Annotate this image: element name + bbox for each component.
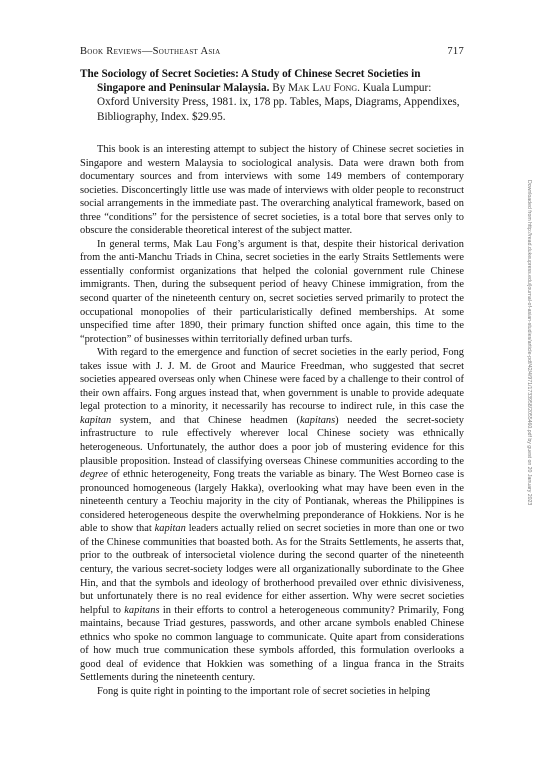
- italic-term: kapitans: [299, 414, 336, 426]
- text-run: With regard to the emergence and function of secret societies in the early period, Fong takes issue with J. J. M. de Groot and Maurice Freedman, who suggested that secret societies appeared overseas only when Chinese were faced by a challenge to their control of their own affairs. Fong argues instead that, when government is unable to provide adequate legal protection to a minority, it necessarily has recourse to indirect rule, in this case the: [80, 347, 464, 413]
- paragraph-4: Fong is quite right in pointing to the important role of secret societies in helping: [97, 685, 431, 697]
- review-body: [80, 143, 464, 698]
- download-watermark: Downloaded from http://read.dukeupress.edu/journal-of-asian-studies/article-pdf/42/4/971/1733958/2055460.pdf by guest on 20 January 2023: [526, 180, 532, 506]
- publication-details: Kuala Lumpur: Oxford University Press, 1981. ix, 178 pp. Tables, Maps, Diagrams, Appendixes, Bibliography, Index. $29.95.: [97, 82, 460, 123]
- italic-term: degree: [80, 469, 108, 481]
- running-title: Book Reviews—Southeast Asia: [80, 46, 221, 57]
- by-label: By: [272, 82, 286, 95]
- running-header: [80, 46, 464, 57]
- text-run: in their efforts to control a heterogeneous community? Primarily, Fong maintains, because Triad gestures, passwords, and other arcane symbols enabled Chinese ethnics who spoke no common language to communicate. Quite apart from considerations of how much true communication these symbols afforded, this formulation overlooks a good deal of evidence that Hokkien was something of a lingua franca in the Straits Settlements during the nineteenth century.: [80, 604, 464, 684]
- book-author: Mak Lau Fong.: [288, 82, 360, 95]
- text-run: system, and that Chinese headmen (: [111, 414, 300, 426]
- page-number: 717: [447, 46, 464, 57]
- paragraph-2: In general terms, Mak Lau Fong’s argument is that, despite their historical derivation from the anti-Manchu Triads in China, secret societies in the early Straits Settlements were essentially conformist organizations that helped the colonial government rule Chinese immigrants. Then, during the subsequent period of heavy Chinese immigration, from the second quarter of the nineteenth century on, secret societies served primarily to protect the occupational monopolies of their particularistically defined memberships. At some unspecified time after 1890, their primary function shifted once again, this time to the “protection” of businesses within territorially defined urban turfs.: [80, 238, 464, 345]
- text-run: ) needed the secret-society infrastructure to rule effectively wherever local Chinese society was ethnically heterogeneous. Unfortunately, the author does a poor job of mustering evidence for this plausible proposition. Instead of classifying overseas Chinese communities according to the: [80, 414, 464, 467]
- paragraph-3: [80, 346, 464, 685]
- text-run: leaders actually relied on secret societies in more than one or two of the Chinese communities that boasted both. As for the Straits Settlements, he asserts that, prior to the outbreak of intersocietal violence during the second quarter of the nineteenth century, the various secret-society lodges were all organizationally subordinate to the Ghee Hin, and that the symbols and ideology of brotherhood prevailed over ethnic divisiveness, but unfortunately there is no real evidence for either assertion. Why were secret societies helpful to: [80, 523, 464, 616]
- text-run: of ethnic heterogeneity, Fong treats the variable as binary. The West Borneo case is pronounced homogeneous (largely Hakka), overlooking what may have been even in the nineteenth century a Teochiu majority in the city of Pontianak, whereas the Philippines is considered heterogeneous despite the overwhelming preponderance of Hokkiens. Nor is he able to show that: [80, 469, 464, 535]
- paragraph-1: This book is an interesting attempt to subject the history of Chinese secret societies in Singapore and western Malaysia to sociological analysis. Data were drawn both from documentary sources and from interviews with some 149 members of contemporary societies. Disconcertingly little use was made of interviews with older people to reconstruct social arrangements in the immediate past. The overarching analytical framework, based on three “conditions” for the persistence of secret societies, is a total bore that serves only to obscure the considerable theoretical interest of the subject matter.: [80, 144, 464, 237]
- book-title: The Sociology of Secret Societies: A Study of Chinese Secret Societies in Singapore and Peninsular Malaysia.: [80, 68, 421, 95]
- italic-term: kapitan: [80, 414, 112, 426]
- italic-term: kapitan: [154, 523, 186, 535]
- italic-term: kapitans: [124, 604, 160, 616]
- review-citation: [80, 67, 466, 124]
